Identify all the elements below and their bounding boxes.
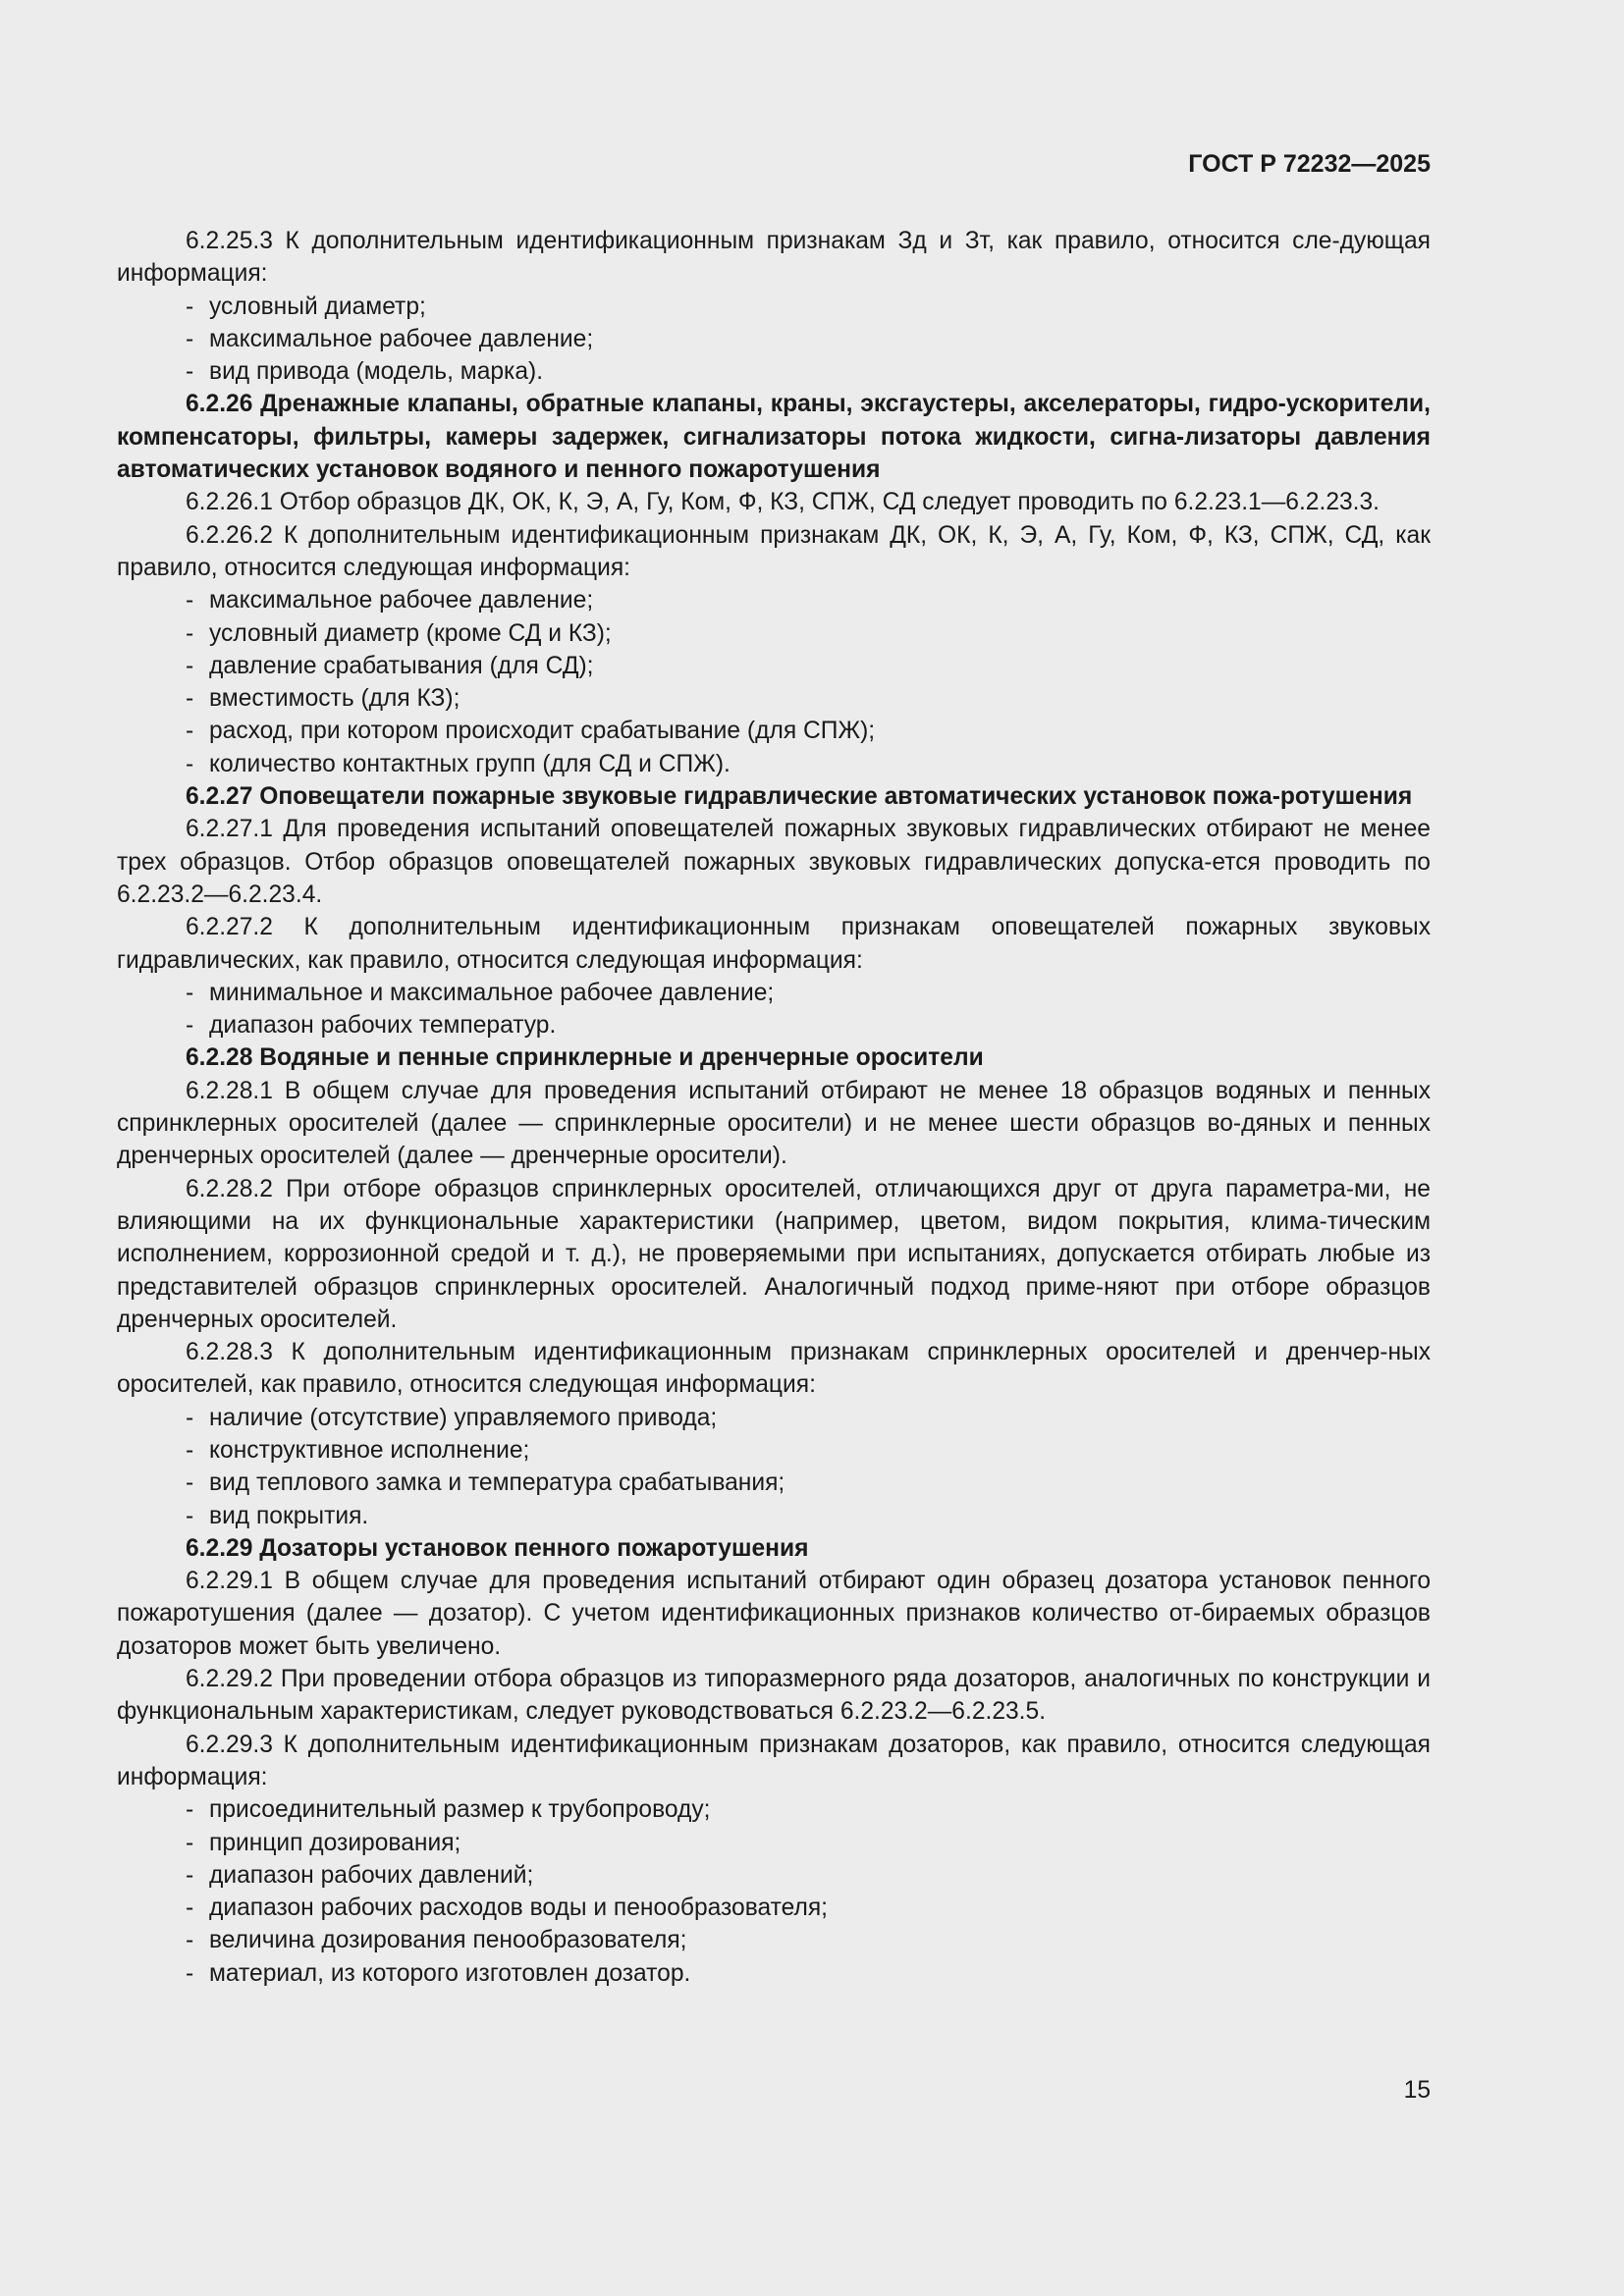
dash-bullet: - <box>186 619 194 647</box>
paragraph: 6.2.28.3 К дополнительным идентификационным признакам спринклерных оросителей и дренчер-ных оросителей, как правило, относится следующая информация: <box>117 1339 1431 1399</box>
list-item <box>117 1924 1431 1956</box>
list-item-text: максимальное рабочее давление; <box>209 587 594 614</box>
list-item-text: условный диаметр; <box>209 293 426 320</box>
list-item-text: присоединительный размер к трубопроводу; <box>209 1796 711 1824</box>
section-heading: 6.2.29 Дозаторы установок пенного пожаротушения <box>186 1534 809 1562</box>
list-item <box>117 1827 1431 1859</box>
dash-bullet: - <box>186 358 194 386</box>
dash-bullet: - <box>186 293 194 320</box>
dash-bullet: - <box>186 587 194 614</box>
dash-bullet: - <box>186 685 194 713</box>
list-item <box>117 291 1431 323</box>
dash-bullet: - <box>186 325 194 352</box>
list-item <box>117 1957 1431 1990</box>
list-item <box>117 748 1431 780</box>
paragraph: 6.2.28.1 В общем случае для проведения испытаний отбирают не менее 18 образцов водяных и пенных спринклерных оросителей (далее — спринклерные оросители) и не менее шести образцов во-дяных и пенных дренчерных оросителей (далее — дренчерные оросители). <box>117 1077 1431 1170</box>
section-heading: 6.2.27 Оповещатели пожарные звуковые гидравлические автоматических установок пожа-ротушения <box>186 783 1413 811</box>
paragraph: 6.2.28.2 При отборе образцов спринклерных оросителей, отличающихся друг от друга параметра-ми, не влияющими на их функциональные характеристики (например, цветом, видом покрытия, клима-тическим исполнением, коррозионной средой и т. д.), не проверяемыми при испытаниях, допускается отбирать любые из представителей образцов спринклерных оросителей. Аналогичный подход приме-няют при отборе образцов дренчерных оросителей. <box>117 1175 1431 1333</box>
dash-bullet: - <box>186 718 194 745</box>
paragraph: 6.2.26.1 Отбор образцов ДК, ОК, К, Э, А, Гу, Ком, Ф, КЗ, СПЖ, СД следует проводить по 6.2.23.1—6.2.23.3. <box>186 489 1380 516</box>
section-heading: 6.2.28 Водяные и пенные спринклерные и дренчерные оросители <box>186 1044 984 1072</box>
list-item <box>117 977 1431 1009</box>
list-item <box>117 682 1431 715</box>
dash-bullet: - <box>186 750 194 777</box>
paragraph: 6.2.29.3 К дополнительным идентификационным признакам дозаторов, как правило, относится следующая информация: <box>117 1731 1431 1790</box>
list-item <box>117 355 1431 388</box>
paragraph: 6.2.29.2 При проведении отбора образцов из типоразмерного ряда дозаторов, аналогичных по конструкции и функциональным характеристикам, следует руководствоваться 6.2.23.2—6.2.23.5. <box>117 1666 1431 1726</box>
list-item-text: диапазон рабочих расходов воды и пенообразователя; <box>209 1895 828 1922</box>
list-item <box>117 1892 1431 1924</box>
list-item-text: максимальное рабочее давление; <box>209 325 594 352</box>
list-item <box>117 617 1431 650</box>
document-body <box>117 225 1431 1990</box>
dash-bullet: - <box>186 1829 194 1856</box>
list-item <box>117 1402 1431 1434</box>
paragraph: 6.2.27.1 Для проведения испытаний оповещателей пожарных звуковых гидравлических отбирают не менее трех образцов. Отбор образцов оповещателей пожарных звуковых гидравлических допуска-ется проводить по 6.2.23.2—6.2.23.4. <box>117 816 1431 908</box>
dash-bullet: - <box>186 1895 194 1922</box>
list-item-text: вид покрытия. <box>209 1502 369 1529</box>
list-item-text: давление срабатывания (для СД); <box>209 652 594 679</box>
dash-bullet: - <box>186 652 194 679</box>
list-item <box>117 1793 1431 1826</box>
dash-bullet: - <box>186 1959 194 1987</box>
list-item-text: вид теплового замка и температура срабатывания; <box>209 1469 785 1497</box>
list-item <box>117 1009 1431 1041</box>
list-item-text: минимальное и максимальное рабочее давление; <box>209 979 775 1006</box>
standard-header: ГОСТ Р 72232—2025 <box>1188 150 1431 178</box>
list-item <box>117 1859 1431 1892</box>
list-item <box>117 1467 1431 1499</box>
dash-bullet: - <box>186 1404 194 1431</box>
list-item-text: наличие (отсутствие) управляемого привода; <box>209 1404 718 1431</box>
dash-bullet: - <box>186 1927 194 1954</box>
list-item-text: вид привода (модель, марка). <box>209 358 544 386</box>
list-item-text: условный диаметр (кроме СД и КЗ); <box>209 619 612 647</box>
list-item <box>117 323 1431 355</box>
paragraph: 6.2.27.2 К дополнительным идентификационным признакам оповещателей пожарных звуковых гидравлических, как правило, относится следующая информация: <box>117 914 1431 974</box>
list-item <box>117 584 1431 616</box>
dash-bullet: - <box>186 1012 194 1040</box>
list-item-text: величина дозирования пенообразователя; <box>209 1927 687 1954</box>
list-item-text: диапазон рабочих давлений; <box>209 1861 534 1889</box>
list-item-text: количество контактных групп (для СД и СПЖ). <box>209 750 731 777</box>
dash-bullet: - <box>186 1436 194 1464</box>
list-item-text: диапазон рабочих температур. <box>209 1012 557 1040</box>
list-item-text: принцип дозирования; <box>209 1829 461 1856</box>
dash-bullet: - <box>186 1796 194 1824</box>
page-number: 15 <box>1403 2077 1431 2104</box>
list-item <box>117 1434 1431 1467</box>
dash-bullet: - <box>186 1861 194 1889</box>
list-item-text: материал, из которого изготовлен дозатор. <box>209 1959 691 1987</box>
list-item-text: вместимость (для КЗ); <box>209 685 460 713</box>
paragraph: 6.2.29.1 В общем случае для проведения испытаний отбирают один образец дозатора установок пенного пожаротушения (далее — дозатор). С учетом идентификационных признаков количество от-бираемых образцов дозаторов может быть увеличено. <box>117 1568 1431 1660</box>
dash-bullet: - <box>186 1502 194 1529</box>
list-item-text: конструктивное исполнение; <box>209 1436 530 1464</box>
list-item-text: расход, при котором происходит срабатывание (для СПЖ); <box>209 718 876 745</box>
dash-bullet: - <box>186 979 194 1006</box>
section-heading: 6.2.26 Дренажные клапаны, обратные клапаны, краны, эксгаустеры, акселераторы, гидро-ускорители, компенсаторы, фильтры, камеры задержек, сигнализаторы потока жидкости, сигна-лизаторы давления автоматических установок водяного и пенного пожаротушения <box>117 391 1431 484</box>
paragraph: 6.2.26.2 К дополнительным идентификационным признакам ДК, ОК, К, Э, А, Гу, Ком, Ф, КЗ, СПЖ, СД, как правило, относится следующая информация: <box>117 521 1431 581</box>
dash-bullet: - <box>186 1469 194 1497</box>
paragraph: 6.2.25.3 К дополнительным идентификационным признакам Зд и Зт, как правило, относится сле-дующая информация: <box>117 228 1431 288</box>
list-item <box>117 715 1431 747</box>
list-item <box>117 1500 1431 1532</box>
list-item <box>117 650 1431 682</box>
